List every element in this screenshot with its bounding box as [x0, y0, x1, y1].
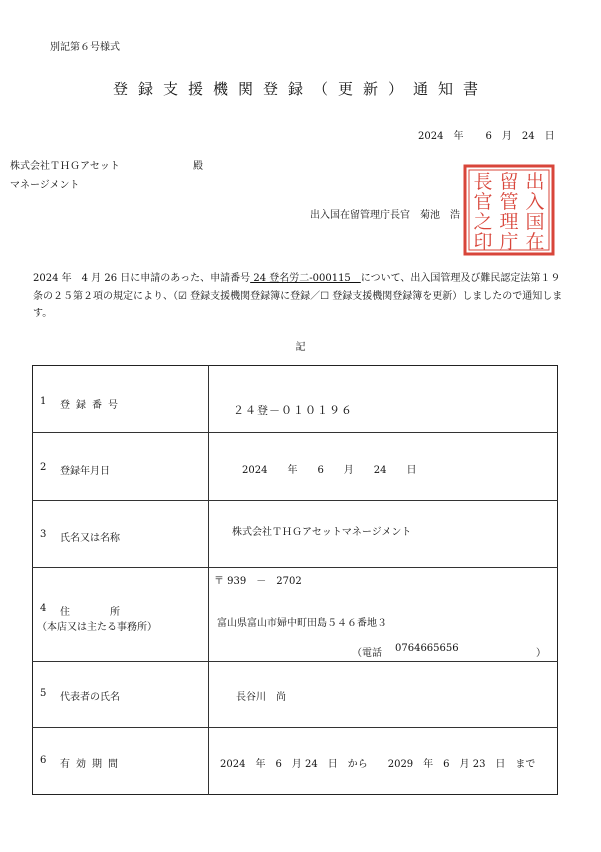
issue-year: 2024: [418, 131, 444, 142]
row-6-number: 6: [40, 755, 47, 766]
option-register: 登録支援機関登録簿に登録／: [186, 290, 321, 302]
seal-glyph: 入: [525, 191, 545, 213]
seal-glyph: 国: [525, 211, 545, 233]
seal-glyph: 官: [473, 191, 493, 213]
row-2-label: 登録年月日: [60, 466, 110, 477]
honorific: 殿: [193, 161, 203, 172]
recipient-line-1: 株式会社ＴＨＧアセット: [10, 161, 120, 172]
row-3-label: 氏名又は名称: [60, 533, 120, 544]
phone-number: 0764665656: [395, 643, 459, 654]
row-2-number: 2: [40, 462, 47, 473]
issue-day-unit: 日: [544, 131, 555, 142]
phone-close: ）: [536, 648, 546, 659]
seal-glyph: 出: [525, 171, 545, 193]
body-part-2: について、出入国管理及び難民認定法第１９条の２５第２項の規定により、（: [33, 273, 561, 302]
address: 富山県富山市婦中町田島５４６番地３: [217, 618, 387, 629]
checkbox-empty-icon: ☐: [320, 290, 330, 302]
checkbox-checked-icon: ☑: [178, 290, 187, 302]
recipient-name: [10, 157, 120, 195]
seal-glyph: 印: [473, 231, 493, 253]
issue-date: [418, 127, 565, 142]
row-5-number: 5: [40, 688, 47, 699]
issue-month: 6: [485, 131, 492, 142]
seal-glyph: 留: [499, 171, 519, 193]
row-3-number: 3: [40, 529, 47, 540]
issue-day: 24: [521, 131, 535, 142]
form-label: 別記第６号様式: [50, 42, 120, 53]
company-name: 株式会社ＴＨＧアセットマネージメント: [232, 527, 412, 538]
validity-period: 2024 年 6 月 24 日 から 2029 年 6 月 23 日 まで: [220, 759, 536, 770]
application-number: 24 登名労二-000115: [250, 273, 361, 284]
body-part-1: 2024 年 4 月 26 日に申請のあった、申請番号: [33, 273, 251, 284]
row-1-label: 登録番号: [60, 400, 124, 411]
ki-marker: 記: [295, 342, 306, 353]
table-row-divider: [32, 567, 558, 568]
seal-glyph: 在: [525, 231, 545, 253]
issue-year-unit: 年: [453, 131, 464, 142]
row-1-number: 1: [40, 396, 47, 407]
option-renew: 登録支援機関登録簿を更新）しましたので通知します。: [33, 290, 563, 319]
row-4-sublabel: （本店又は主たる事務所）: [37, 622, 157, 633]
representative-name: 長谷川 尚: [236, 692, 286, 703]
recipient-line-2: マネージメント: [10, 180, 80, 191]
official-seal-stamp: [463, 164, 555, 256]
notice-body: [33, 270, 568, 323]
postal-code: 〒 939 － 2702: [214, 576, 302, 587]
seal-glyph: 管: [499, 191, 519, 213]
table-row-divider: [32, 727, 558, 728]
phone-label: （電話: [352, 648, 382, 659]
row-5-label: 代表者の氏名: [60, 692, 120, 703]
seal-glyph: 庁: [499, 231, 519, 253]
document-title: 登録支援機関登録（更新）通知書: [112, 80, 488, 98]
issuer-name: 出入国在留管理庁長官 菊池 浩: [310, 210, 460, 221]
table-row-divider: [32, 432, 558, 433]
row-6-label: 有効期間: [60, 759, 124, 770]
registration-date: 2024 年 6 月 24 日: [242, 465, 417, 476]
seal-glyph: 理: [499, 211, 519, 233]
seal-glyph: 長: [473, 171, 493, 193]
table-row-divider: [32, 661, 558, 662]
row-4-number: 4: [40, 603, 47, 614]
table-row-divider: [32, 500, 558, 501]
issue-month-unit: 月: [501, 131, 512, 142]
row-4-label: 住 所: [60, 607, 120, 618]
seal-glyph: 之: [473, 211, 493, 233]
table-column-divider: [208, 365, 209, 795]
registration-number: ２４登－０１０１９６: [233, 404, 353, 417]
